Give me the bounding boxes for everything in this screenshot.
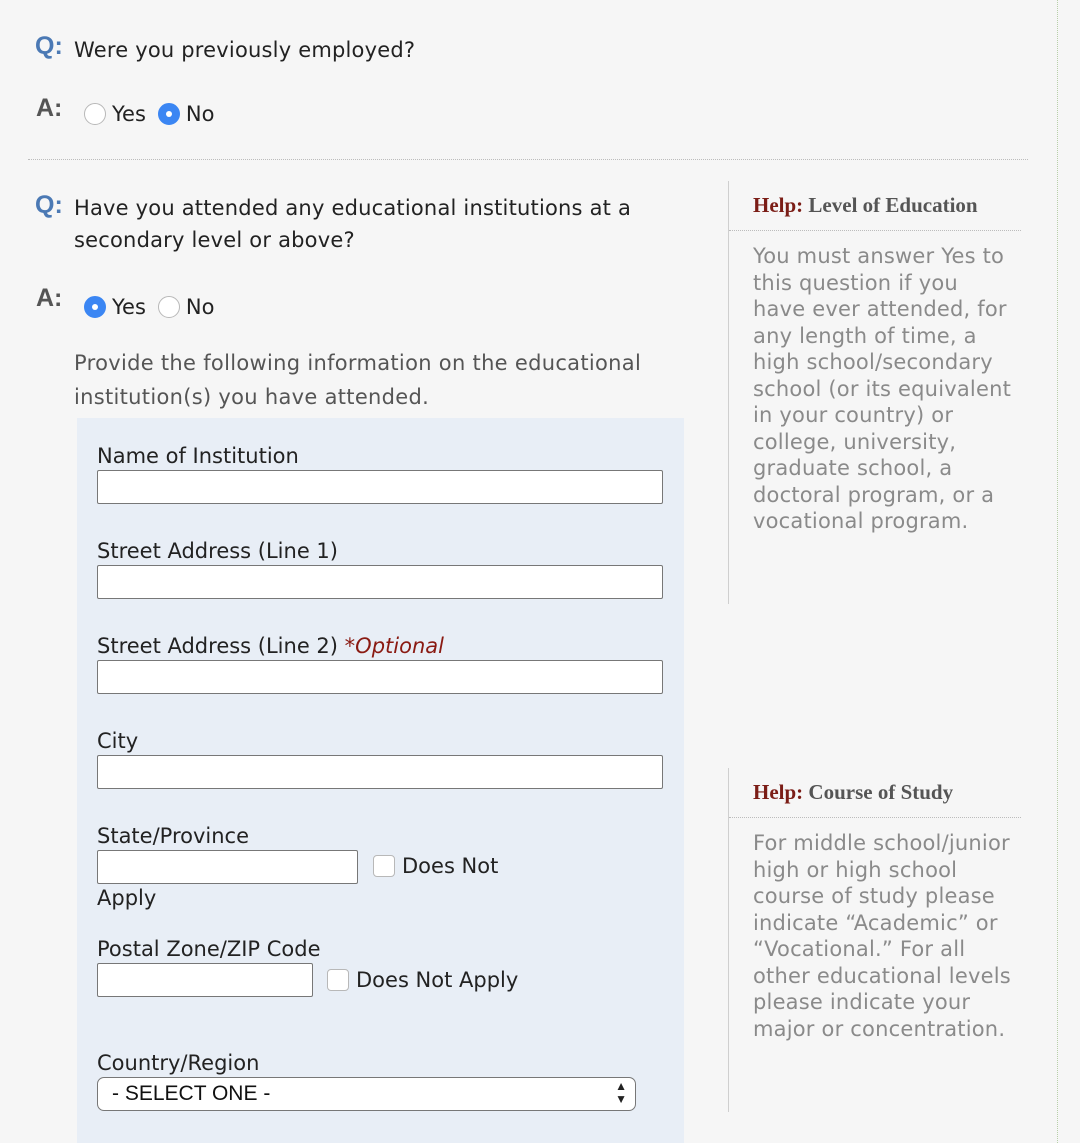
institution-name-input[interactable] (97, 470, 663, 504)
question-education: Have you attended any educational institutions at a secondary level or above? (74, 196, 632, 252)
help-prefix: Help: (753, 193, 804, 217)
state-input[interactable] (97, 850, 358, 884)
optional-marker: *Optional (344, 634, 444, 658)
street2-label: Street Address (Line 2) (97, 634, 338, 658)
education-no-radio[interactable] (158, 296, 180, 318)
education-no-label[interactable]: No (185, 295, 215, 319)
institution-name-label: Name of Institution (97, 444, 299, 468)
education-instructions: Provide the following information on the educational institution(s) you have attended. (74, 351, 642, 409)
employed-no-radio[interactable] (158, 103, 180, 125)
zip-does-not-apply-checkbox[interactable] (327, 969, 349, 991)
help-level-of-education (728, 181, 1021, 604)
state-does-not-apply-label-wrap[interactable]: Apply (97, 886, 157, 910)
education-radio-group (84, 295, 226, 319)
help-title-text: Course of Study (808, 780, 954, 804)
section-divider (28, 159, 1028, 160)
help-title-text: Level of Education (808, 193, 978, 217)
question-employed: Were you previously employed? (74, 38, 416, 62)
employed-radio-group (84, 102, 226, 126)
state-does-not-apply-label[interactable]: Does Not (402, 854, 499, 878)
zip-label: Postal Zone/ZIP Code (97, 937, 321, 961)
zip-does-not-apply-label[interactable]: Does Not Apply (356, 968, 519, 992)
zip-input[interactable] (97, 963, 313, 997)
help-course-of-study (728, 768, 1021, 1112)
answer-marker: A: (36, 94, 63, 122)
education-yes-radio[interactable] (84, 296, 106, 318)
country-select[interactable] (97, 1077, 636, 1111)
help-title (729, 181, 1021, 231)
employed-yes-radio[interactable] (84, 103, 106, 125)
street1-label: Street Address (Line 1) (97, 539, 338, 563)
question-marker: Q: (35, 32, 63, 60)
city-input[interactable] (97, 755, 663, 789)
state-label: State/Province (97, 824, 250, 848)
street2-label-wrap (97, 633, 444, 659)
question-marker: Q: (35, 191, 63, 219)
street1-input[interactable] (97, 565, 663, 599)
page-border (1057, 0, 1058, 1143)
help-body: For middle school/junior high or high school course of study please indicate “Academic” or “Vocational.” For all other educational levels please indicate your major or concentration. (753, 831, 1011, 1041)
street2-input[interactable] (97, 660, 663, 694)
answer-marker: A: (36, 284, 63, 312)
help-prefix: Help: (753, 780, 804, 804)
employed-no-label[interactable]: No (185, 102, 215, 126)
select-updown-icon: ▲ ▼ (615, 1079, 627, 1106)
country-selected-value: - SELECT ONE - (112, 1082, 271, 1105)
help-title (729, 768, 1021, 818)
employed-yes-label[interactable]: Yes (112, 102, 146, 126)
help-body: You must answer Yes to this question if you have ever attended, for any length of time, a high school/secondary school (or its equivalent in your country) or college, university, graduate school, a doctoral program, or a vocational program. (753, 244, 1012, 533)
country-label: Country/Region (97, 1051, 260, 1075)
state-does-not-apply-checkbox[interactable] (373, 855, 395, 877)
education-yes-label[interactable]: Yes (112, 295, 146, 319)
city-label: City (97, 729, 139, 753)
